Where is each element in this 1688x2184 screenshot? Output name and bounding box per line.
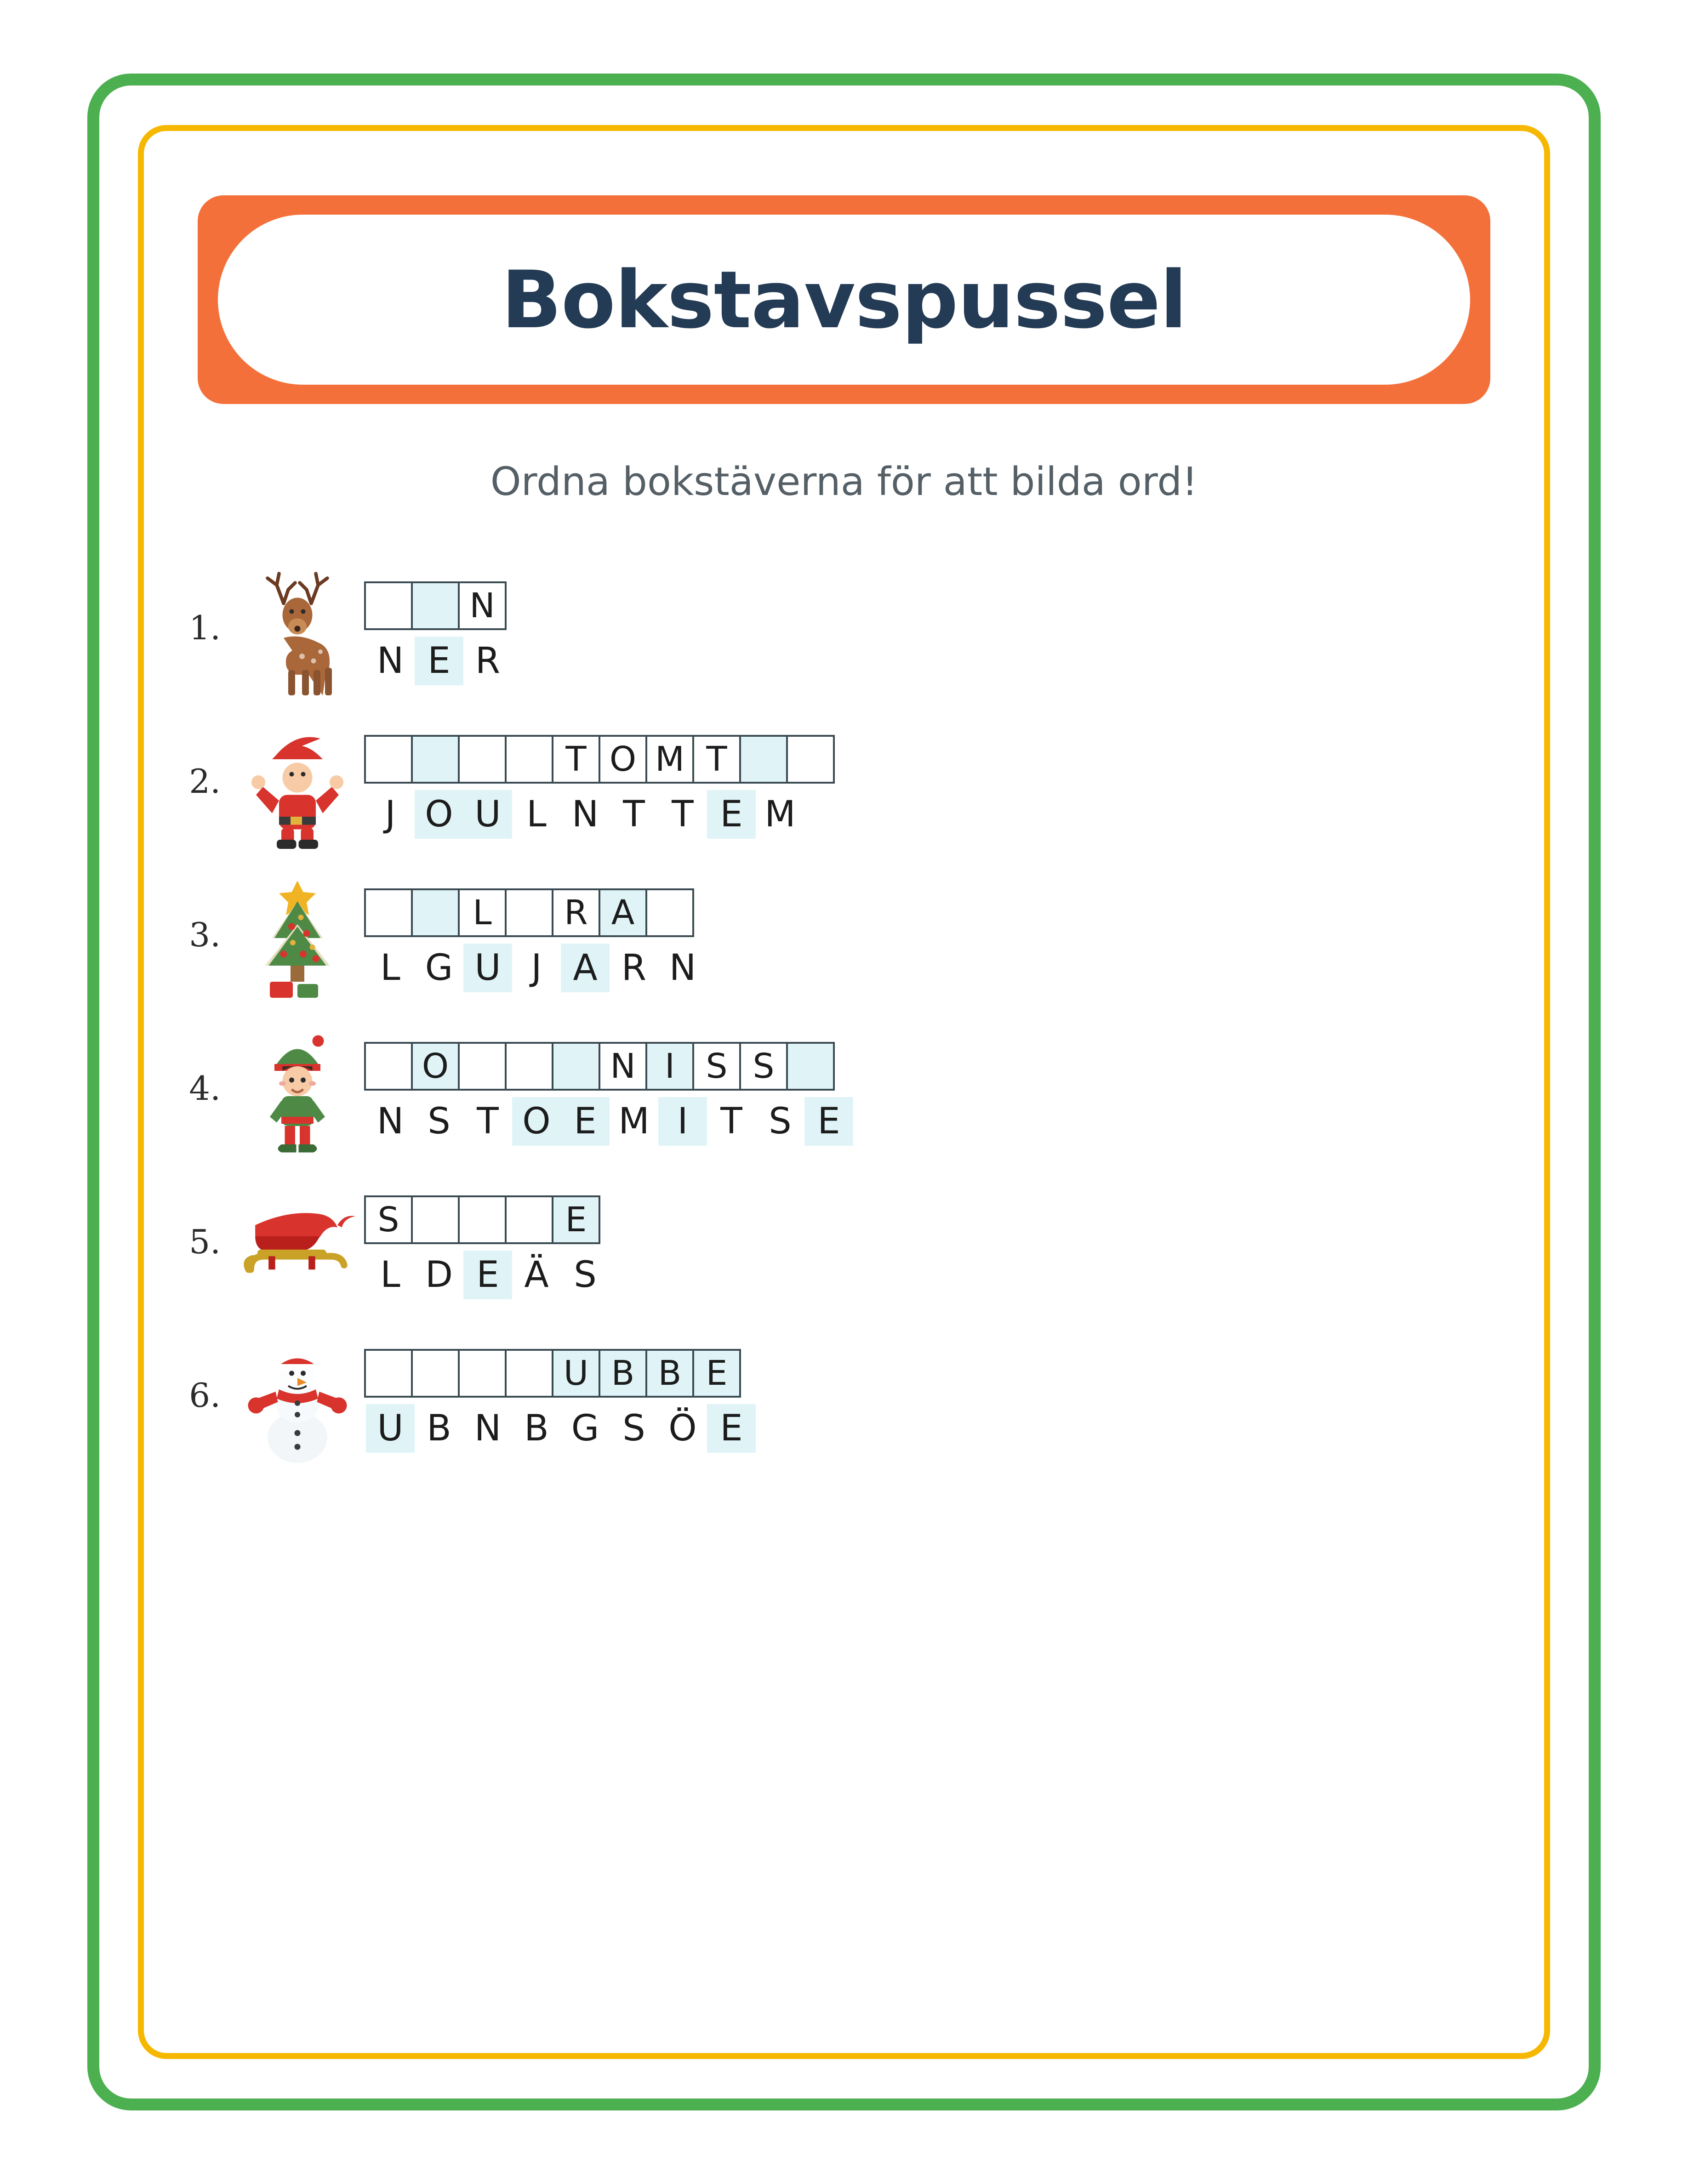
page-title: Bokstavspussel (501, 253, 1187, 346)
scrambled-letter: N (669, 947, 696, 989)
scrambled-letter: Ä (524, 1254, 549, 1296)
answer-box[interactable]: A (599, 888, 647, 937)
puzzle-body (364, 1195, 610, 1299)
worksheet-content (156, 147, 1532, 2037)
scrambled-letter: E (707, 1404, 756, 1453)
scrambled-letter: U (463, 790, 512, 839)
scrambled-letter: E (463, 1251, 512, 1299)
answer-box[interactable]: S (364, 1195, 413, 1244)
answer-box[interactable] (458, 1195, 507, 1244)
scrambled-letter: L (380, 1254, 400, 1296)
scrambled-letter: N (376, 640, 404, 682)
scrambled-letter: M (764, 794, 796, 835)
answer-box[interactable]: E (552, 1195, 600, 1244)
scrambled-letter: B (524, 1408, 549, 1449)
scrambled-letter: R (621, 947, 647, 989)
scrambled-letter: S (428, 1101, 451, 1142)
scrambled-letter: T (477, 1101, 499, 1142)
puzzle-number: 6. (189, 1376, 221, 1415)
answer-box[interactable]: T (692, 735, 741, 784)
answer-box[interactable] (505, 888, 553, 937)
answer-box[interactable] (411, 581, 460, 630)
answer-box[interactable]: I (645, 1042, 694, 1091)
scrambled-letter: T (720, 1101, 742, 1142)
scrambled-letter: S (622, 1408, 645, 1449)
reindeer-icon (231, 564, 364, 702)
answer-box[interactable]: T (552, 735, 600, 784)
answer-box[interactable]: M (645, 735, 694, 784)
answer-box[interactable]: S (692, 1042, 741, 1091)
answer-box[interactable] (458, 1042, 507, 1091)
answer-box[interactable] (505, 735, 553, 784)
scrambled-letter: R (475, 640, 501, 682)
scrambled-letter: Ö (668, 1408, 697, 1449)
answer-box[interactable] (458, 1349, 507, 1398)
scrambled-letter: J (531, 947, 542, 989)
answer-box[interactable]: U (552, 1349, 600, 1398)
answer-box[interactable] (364, 1349, 413, 1398)
answer-box[interactable] (505, 1195, 553, 1244)
answer-box[interactable]: B (599, 1349, 647, 1398)
answer-box[interactable] (364, 581, 413, 630)
scrambled-letter: O (415, 790, 463, 839)
puzzle-row (170, 1178, 1532, 1316)
scrambled-letters (364, 1404, 756, 1453)
answer-box[interactable] (411, 888, 460, 937)
scrambled-letter: E (561, 1097, 610, 1146)
answer-box[interactable] (645, 888, 694, 937)
snowman-icon (231, 1332, 364, 1470)
scrambled-letter: L (526, 794, 547, 835)
puzzle-row (170, 564, 1532, 702)
scrambled-letter: E (804, 1097, 853, 1146)
scrambled-letter: G (571, 1408, 599, 1449)
answer-boxes (364, 735, 835, 784)
answer-box[interactable] (739, 735, 788, 784)
scrambled-letter: S (574, 1254, 597, 1296)
puzzle-row (170, 718, 1532, 856)
puzzle-body (364, 735, 835, 839)
answer-box[interactable]: B (645, 1349, 694, 1398)
scrambled-letter: J (385, 794, 396, 835)
answer-boxes (364, 888, 707, 937)
answer-box[interactable]: O (599, 735, 647, 784)
scrambled-letter: E (415, 637, 463, 685)
answer-box[interactable]: S (739, 1042, 788, 1091)
christmas-tree-icon (231, 871, 364, 1009)
scrambled-letter: U (463, 944, 512, 992)
santa-icon (231, 718, 364, 856)
scrambled-letter: N (571, 794, 599, 835)
answer-box[interactable]: L (458, 888, 507, 937)
scrambled-letters (364, 790, 835, 839)
puzzle-list (156, 564, 1532, 1470)
scrambled-letter: U (366, 1404, 415, 1453)
puzzle-body (364, 1042, 853, 1146)
scrambled-letters (364, 637, 512, 685)
elf-icon (231, 1025, 364, 1163)
scrambled-letter: M (618, 1101, 650, 1142)
scrambled-letter: L (380, 947, 400, 989)
answer-boxes (364, 1349, 756, 1398)
scrambled-letter: E (707, 790, 756, 839)
answer-box[interactable] (364, 1042, 413, 1091)
scrambled-letter: B (427, 1408, 451, 1449)
scrambled-letter: I (658, 1097, 707, 1146)
title-pill (218, 215, 1470, 385)
scrambled-letter: N (376, 1101, 404, 1142)
scrambled-letter: T (623, 794, 645, 835)
puzzle-number: 2. (189, 762, 221, 801)
answer-box[interactable] (364, 888, 413, 937)
scrambled-letter: T (672, 794, 694, 835)
puzzle-number: 1. (189, 609, 221, 647)
puzzle-row (170, 1025, 1532, 1163)
answer-box[interactable] (411, 1195, 460, 1244)
answer-box[interactable] (786, 1042, 835, 1091)
scrambled-letter: S (769, 1101, 792, 1142)
answer-box[interactable] (505, 1042, 553, 1091)
answer-box[interactable] (411, 735, 460, 784)
instructions-text: Ordna bokstäverna för att bilda ord! (490, 459, 1198, 505)
scrambled-letters (364, 1097, 853, 1146)
answer-boxes (364, 1195, 610, 1244)
puzzle-row (170, 871, 1532, 1009)
title-banner (198, 195, 1490, 404)
scrambled-letters (364, 1251, 610, 1299)
scrambled-letter: N (474, 1408, 502, 1449)
scrambled-letter: D (425, 1254, 453, 1296)
answer-box[interactable]: R (552, 888, 600, 937)
answer-box[interactable] (411, 1349, 460, 1398)
puzzle-body (364, 581, 512, 685)
answer-box[interactable] (786, 735, 835, 784)
scrambled-letter: A (561, 944, 610, 992)
puzzle-body (364, 888, 707, 992)
answer-box[interactable] (364, 735, 413, 784)
answer-box[interactable]: O (411, 1042, 460, 1091)
scrambled-letters (364, 944, 707, 992)
puzzle-row (170, 1332, 1532, 1470)
sleigh-icon (231, 1178, 364, 1316)
puzzle-number: 3. (189, 916, 221, 954)
answer-box[interactable] (552, 1042, 600, 1091)
answer-box[interactable] (458, 735, 507, 784)
answer-box[interactable]: N (458, 581, 507, 630)
answer-box[interactable]: E (692, 1349, 741, 1398)
answer-box[interactable] (505, 1349, 553, 1398)
answer-boxes (364, 581, 512, 630)
puzzle-body (364, 1349, 756, 1453)
answer-box[interactable]: N (599, 1042, 647, 1091)
scrambled-letter: G (425, 947, 453, 989)
puzzle-number: 4. (189, 1069, 221, 1108)
answer-boxes (364, 1042, 853, 1091)
scrambled-letter: O (512, 1097, 561, 1146)
puzzle-number: 5. (189, 1223, 221, 1261)
